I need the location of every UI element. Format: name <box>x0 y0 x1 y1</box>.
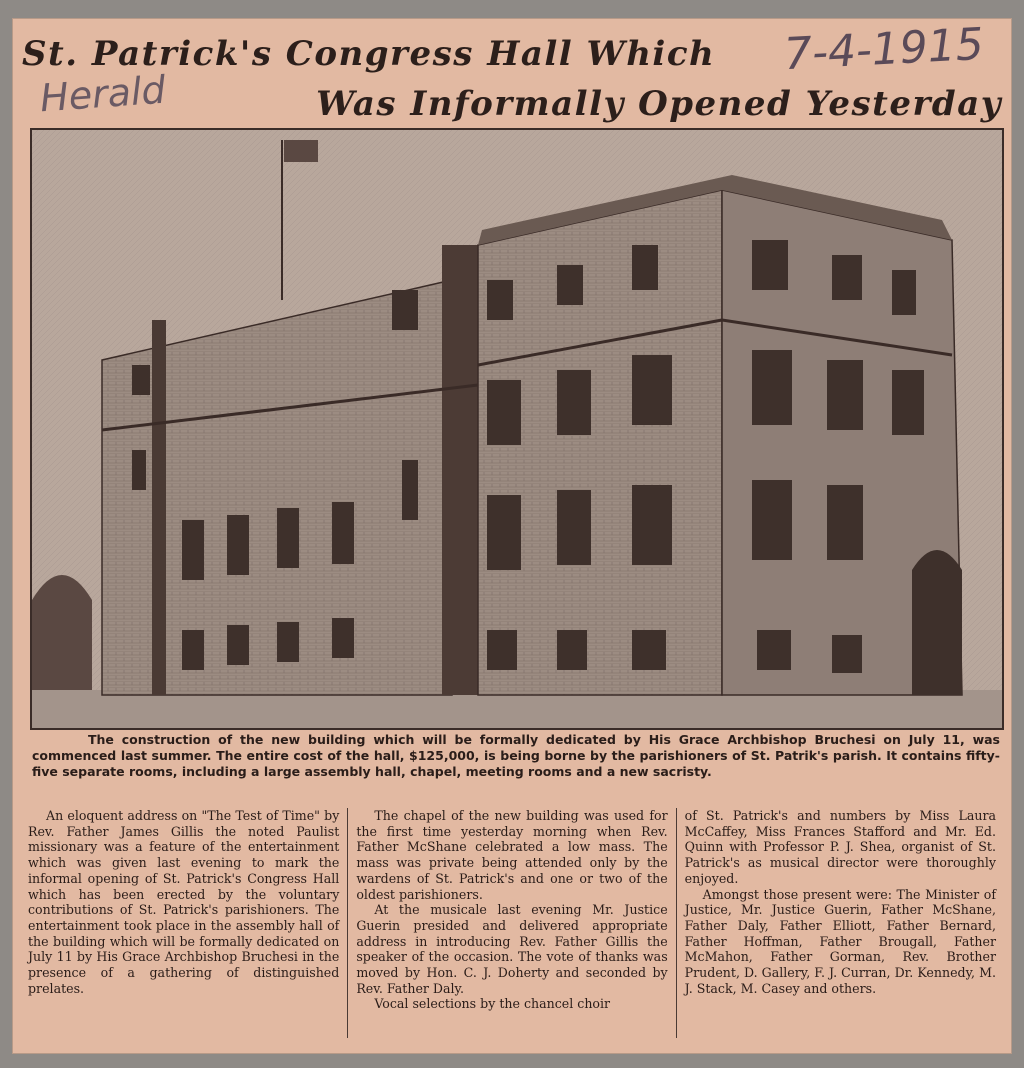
article-paragraph: Vocal selections by the chancel choir <box>374 996 611 1012</box>
headline-line-1: St. Patrick's Congress Hall Which <box>22 34 716 74</box>
article-paragraph: The chapel of the new building was used for the first time yesterday morning when Rev. Father McShane celebrated a low mass. The mass was private being attended only by the wardens of St. Patrick's and one or two of the oldest parishioners. <box>356 808 668 902</box>
article-column-1 <box>20 808 347 1038</box>
headline <box>22 18 1002 128</box>
newspaper-clipping <box>12 18 1012 1054</box>
article-paragraph: Amongst those present were: The Minister of Justice, Mr. Justice Guerin, Father McShane, Father Daly, Father Elliott, Father Bernard, Father Hoffman, Father Brougall, Father McMahon, Father Gorman, Rev. Brother Prudent, D. Gallery, F. J. Curran, Dr. Kennedy, M. J. Stack, M. Casey and others. <box>684 886 996 996</box>
building-illustration-icon <box>32 130 1002 728</box>
article-paragraph: At the musicale last evening Mr. Justice Guerin presided and delivered appropriate address in introducing Rev. Father Gillis the speaker of the occasion. The vote of thanks was moved by Hon. C. J. Doherty and seconded by Rev. Father Daly. <box>356 902 668 996</box>
article-column-3 <box>676 808 1004 1038</box>
article-body <box>20 808 1004 1038</box>
photo-caption: The construction of the new building which will be formally dedicated by His Grace Archbishop Bruchesi on July 11, was commenced last summer. The entire cost of the hall, $125,000, is being borne by the parishioners of St. Patrik's parish. It contains fifty-five separate rooms, including a large assembly hall, chapel, meeting rooms and a new sacristy. <box>32 732 1000 779</box>
handwritten-paper-name: Herald <box>38 67 167 121</box>
handwritten-date: 7-4-1915 <box>782 18 985 81</box>
building-photo <box>30 128 1004 730</box>
article-column-2 <box>347 808 675 1038</box>
article-paragraph: of St. Patrick's and numbers by Miss Laura McCaffey, Miss Frances Stafford and Mr. Ed. Quinn with Professor P. J. Shea, organist of St. Patrick's as musical director were thoroughly enjoyed. <box>684 808 996 886</box>
headline-line-2: Was Informally Opened Yesterday <box>316 84 1002 124</box>
article-paragraph: An eloquent address on "The Test of Time" by Rev. Father James Gillis the noted Paulist missionary was a feature of the entertainment which was given last evening to mark the informal opening of St. Patrick's Congress Hall which has been erected by the voluntary contributions of St. Patrick's parishioners. The entertainment took place in the assembly hall of the building which will be formally dedicated on July 11 by His Grace Archbishop Bruchesi in the presence of a gathering of distinguished prelates. <box>28 808 340 996</box>
